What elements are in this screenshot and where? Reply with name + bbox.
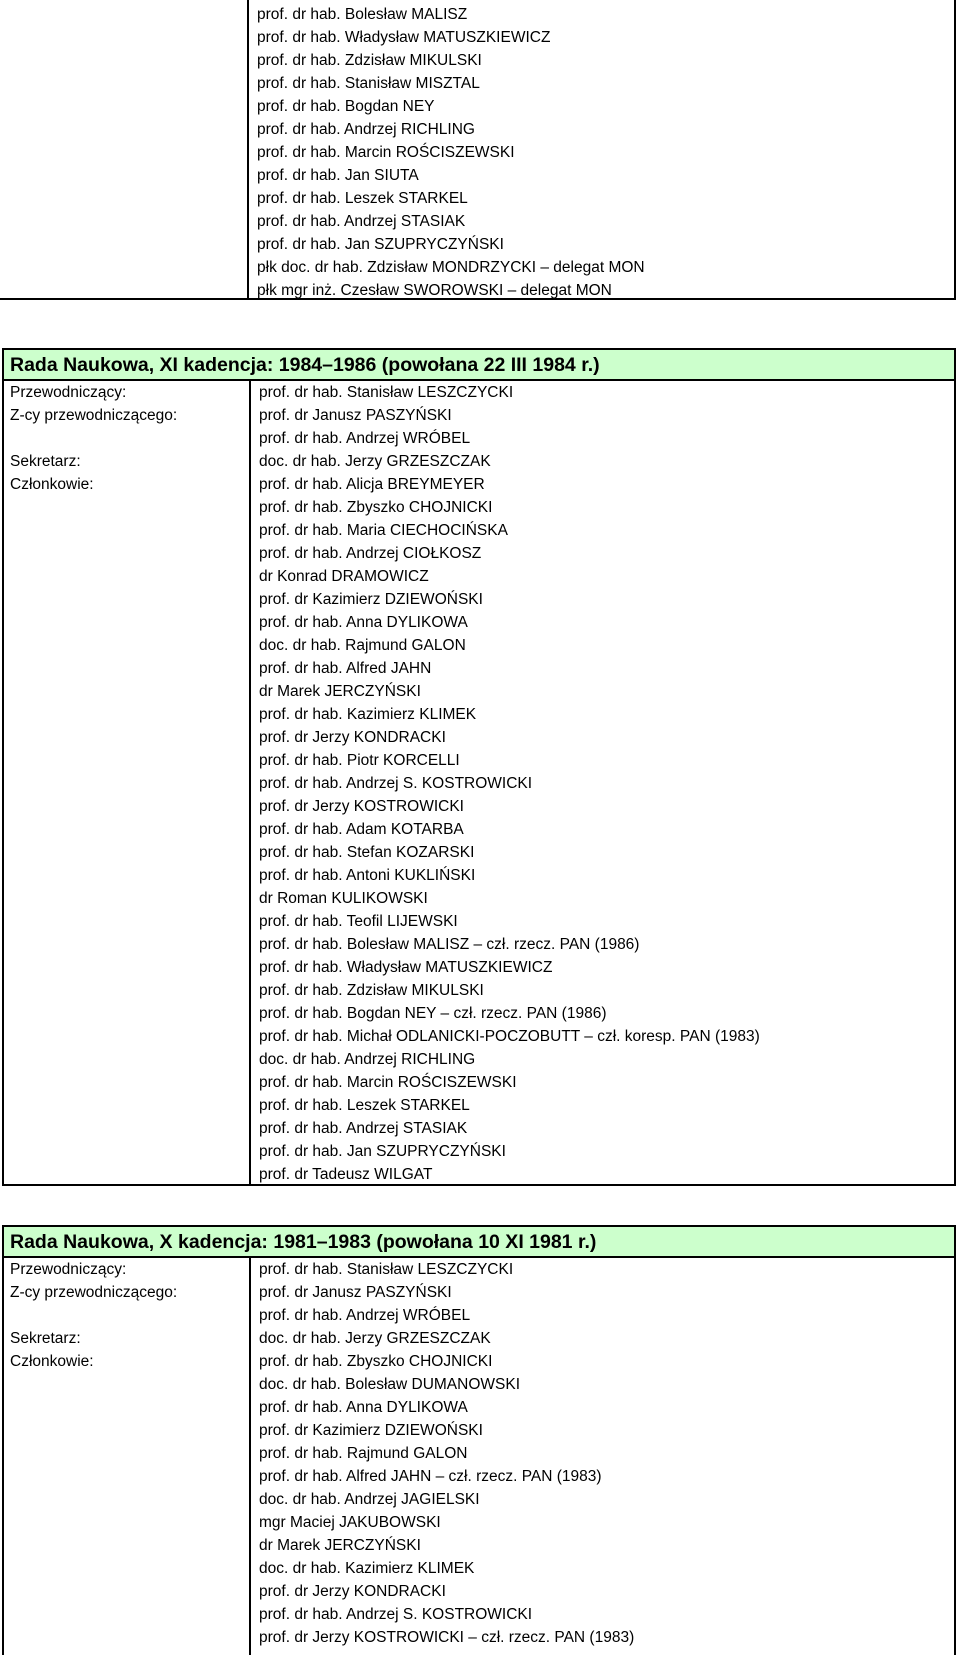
member-name: prof. dr hab. Andrzej CIOŁKOSZ xyxy=(259,545,482,562)
member-name: dr Marek JERCZYŃSKI xyxy=(259,1537,421,1554)
member-name: doc. dr hab. Bolesław DUMANOWSKI xyxy=(259,1376,521,1393)
chair-label: Przewodniczący: xyxy=(10,1261,127,1278)
member-name: prof. dr hab. Władysław MATUSZKIEWICZ xyxy=(259,959,553,976)
member-name: prof. dr hab. Bogdan NEY xyxy=(257,98,435,115)
member-name: prof. dr Jerzy KONDRACKI xyxy=(259,729,446,746)
member-name: prof. dr hab. Leszek STARKEL xyxy=(257,190,468,207)
member-name: prof. dr hab. Bolesław MALISZ xyxy=(257,6,468,23)
member-name: prof. dr hab. Michał ODLANICKI-POCZOBUTT – czł. koresp. PAN (1983) xyxy=(259,1028,760,1045)
vice-chair-label: Z-cy przewodniczącego: xyxy=(10,407,178,424)
previous-council-members xyxy=(257,3,645,302)
member-name: doc. dr hab. Andrzej RICHLING xyxy=(259,1051,476,1068)
member-name: prof. dr hab. Marcin ROŚCISZEWSKI xyxy=(257,144,515,161)
member-name: prof. dr hab. Adam KOTARBA xyxy=(259,821,464,838)
vice-chair-label: Z-cy przewodniczącego: xyxy=(10,1284,178,1301)
member-name: prof. dr hab. Andrzej STASIAK xyxy=(257,213,466,230)
member-name: prof. dr Janusz PASZYŃSKI xyxy=(259,407,452,424)
council-x-section xyxy=(2,1225,956,1655)
member-name: dr Marek JERCZYŃSKI xyxy=(259,683,421,700)
member-name: dr Konrad DRAMOWICZ xyxy=(259,568,429,585)
member-name: prof. dr hab. Rajmund GALON xyxy=(259,1445,468,1462)
member-name: prof. dr hab. Stanisław LESZCZYCKI xyxy=(259,384,514,401)
member-name: prof. dr Jerzy KOSTROWICKI – czł. rzecz. PAN (1983) xyxy=(259,1629,635,1646)
member-name: prof. dr hab. Zbyszko CHOJNICKI xyxy=(259,1353,493,1370)
member-name: prof. dr hab. Andrzej S. KOSTROWICKI xyxy=(259,775,533,792)
council-xi-names xyxy=(259,381,760,1186)
secretary-label: Sekretarz: xyxy=(10,1330,81,1347)
member-name: prof. dr hab. Alfred JAHN xyxy=(259,660,432,677)
member-name: prof. dr hab. Marcin ROŚCISZEWSKI xyxy=(259,1074,517,1091)
member-name: prof. dr Tadeusz WILGAT xyxy=(259,1166,433,1183)
member-name: prof. dr hab. Alicja BREYMEYER xyxy=(259,476,485,493)
member-name: mgr Maciej JAKUBOWSKI xyxy=(259,1514,441,1531)
member-name: prof. dr hab. Piotr KORCELLI xyxy=(259,752,460,769)
member-name: prof. dr hab. Andrzej WRÓBEL xyxy=(259,1307,471,1324)
member-name: prof. dr hab. Anna DYLIKOWA xyxy=(259,614,468,631)
secretary-label: Sekretarz: xyxy=(10,453,81,470)
council-xi-body xyxy=(4,381,954,1184)
chair-label: Przewodniczący: xyxy=(10,384,127,401)
member-name: prof. dr hab. Jan SIUTA xyxy=(257,167,419,184)
member-name: dr Roman KULIKOWSKI xyxy=(259,890,428,907)
member-name: prof. dr hab. Zdzisław MIKULSKI xyxy=(259,982,484,999)
member-name: prof. dr hab. Zbyszko CHOJNICKI xyxy=(259,499,493,516)
member-name: doc. dr hab. Jerzy GRZESZCZAK xyxy=(259,453,491,470)
member-name: prof. dr hab. Władysław MATUSZKIEWICZ xyxy=(257,29,551,46)
member-name: prof. dr hab. Kazimierz KLIMEK xyxy=(259,706,477,723)
member-name: prof. dr hab. Jan SZUPRYCZYŃSKI xyxy=(257,236,504,253)
member-name: prof. dr Kazimierz DZIEWOŃSKI xyxy=(259,591,483,608)
council-xi-title: Rada Naukowa, XI kadencja: 1984–1986 (powołana 22 III 1984 r.) xyxy=(4,350,954,381)
member-name: prof. dr Janusz PASZYŃSKI xyxy=(259,1284,452,1301)
member-name: doc. dr hab. Jerzy GRZESZCZAK xyxy=(259,1330,491,1347)
member-name: prof. dr hab. Maria CIECHOCIŃSKA xyxy=(259,522,508,539)
member-name: prof. dr hab. Anna DYLIKOWA xyxy=(259,1399,468,1416)
member-name: prof. dr Jerzy KOSTROWICKI xyxy=(259,798,464,815)
member-name: doc. dr hab. Rajmund GALON xyxy=(259,637,466,654)
member-name: doc. dr hab. Andrzej JAGIELSKI xyxy=(259,1491,480,1508)
member-name: prof. dr hab. Stanisław LESZCZYCKI xyxy=(259,1261,514,1278)
member-name: prof. dr hab. Alfred JAHN – czł. rzecz. PAN (1983) xyxy=(259,1468,602,1485)
member-name: prof. dr hab. Antoni KUKLIŃSKI xyxy=(259,867,476,884)
council-xi-section xyxy=(2,348,956,1186)
member-name: prof. dr hab. Teofil LIJEWSKI xyxy=(259,913,458,930)
member-name: prof. dr hab. Zdzisław MIKULSKI xyxy=(257,52,482,69)
member-name: prof. dr hab. Andrzej S. KOSTROWICKI xyxy=(259,1606,533,1623)
council-x-names xyxy=(259,1258,634,1649)
member-name: prof. dr hab. Andrzej RICHLING xyxy=(257,121,475,138)
member-name: prof. dr hab. Bogdan NEY – czł. rzecz. PAN (1986) xyxy=(259,1005,607,1022)
member-name: płk mgr inż. Czesław SWOROWSKI – delegat MON xyxy=(257,282,612,299)
member-name: prof. dr Jerzy KONDRACKI xyxy=(259,1583,446,1600)
members-label: Członkowie: xyxy=(10,1353,94,1370)
member-name: doc. dr hab. Kazimierz KLIMEK xyxy=(259,1560,475,1577)
member-name: prof. dr hab. Jan SZUPRYCZYŃSKI xyxy=(259,1143,506,1160)
council-x-title: Rada Naukowa, X kadencja: 1981–1983 (powołana 10 XI 1981 r.) xyxy=(4,1227,954,1258)
column-divider xyxy=(247,0,249,298)
member-name: prof. dr hab. Stefan KOZARSKI xyxy=(259,844,475,861)
member-name: prof. dr hab. Andrzej WRÓBEL xyxy=(259,430,471,447)
member-name: prof. dr hab. Bolesław MALISZ – czł. rzecz. PAN (1986) xyxy=(259,936,640,953)
member-name: prof. dr hab. Stanisław MISZTAL xyxy=(257,75,480,92)
column-divider xyxy=(249,381,251,1184)
member-name: prof. dr Kazimierz DZIEWOŃSKI xyxy=(259,1422,483,1439)
member-name: płk doc. dr hab. Zdzisław MONDRZYCKI – delegat MON xyxy=(257,259,645,276)
council-x-body xyxy=(4,1258,954,1655)
column-divider xyxy=(249,1258,251,1655)
members-label: Członkowie: xyxy=(10,476,94,493)
member-name: prof. dr hab. Andrzej STASIAK xyxy=(259,1120,468,1137)
previous-council-block xyxy=(0,0,956,300)
member-name: prof. dr hab. Leszek STARKEL xyxy=(259,1097,470,1114)
